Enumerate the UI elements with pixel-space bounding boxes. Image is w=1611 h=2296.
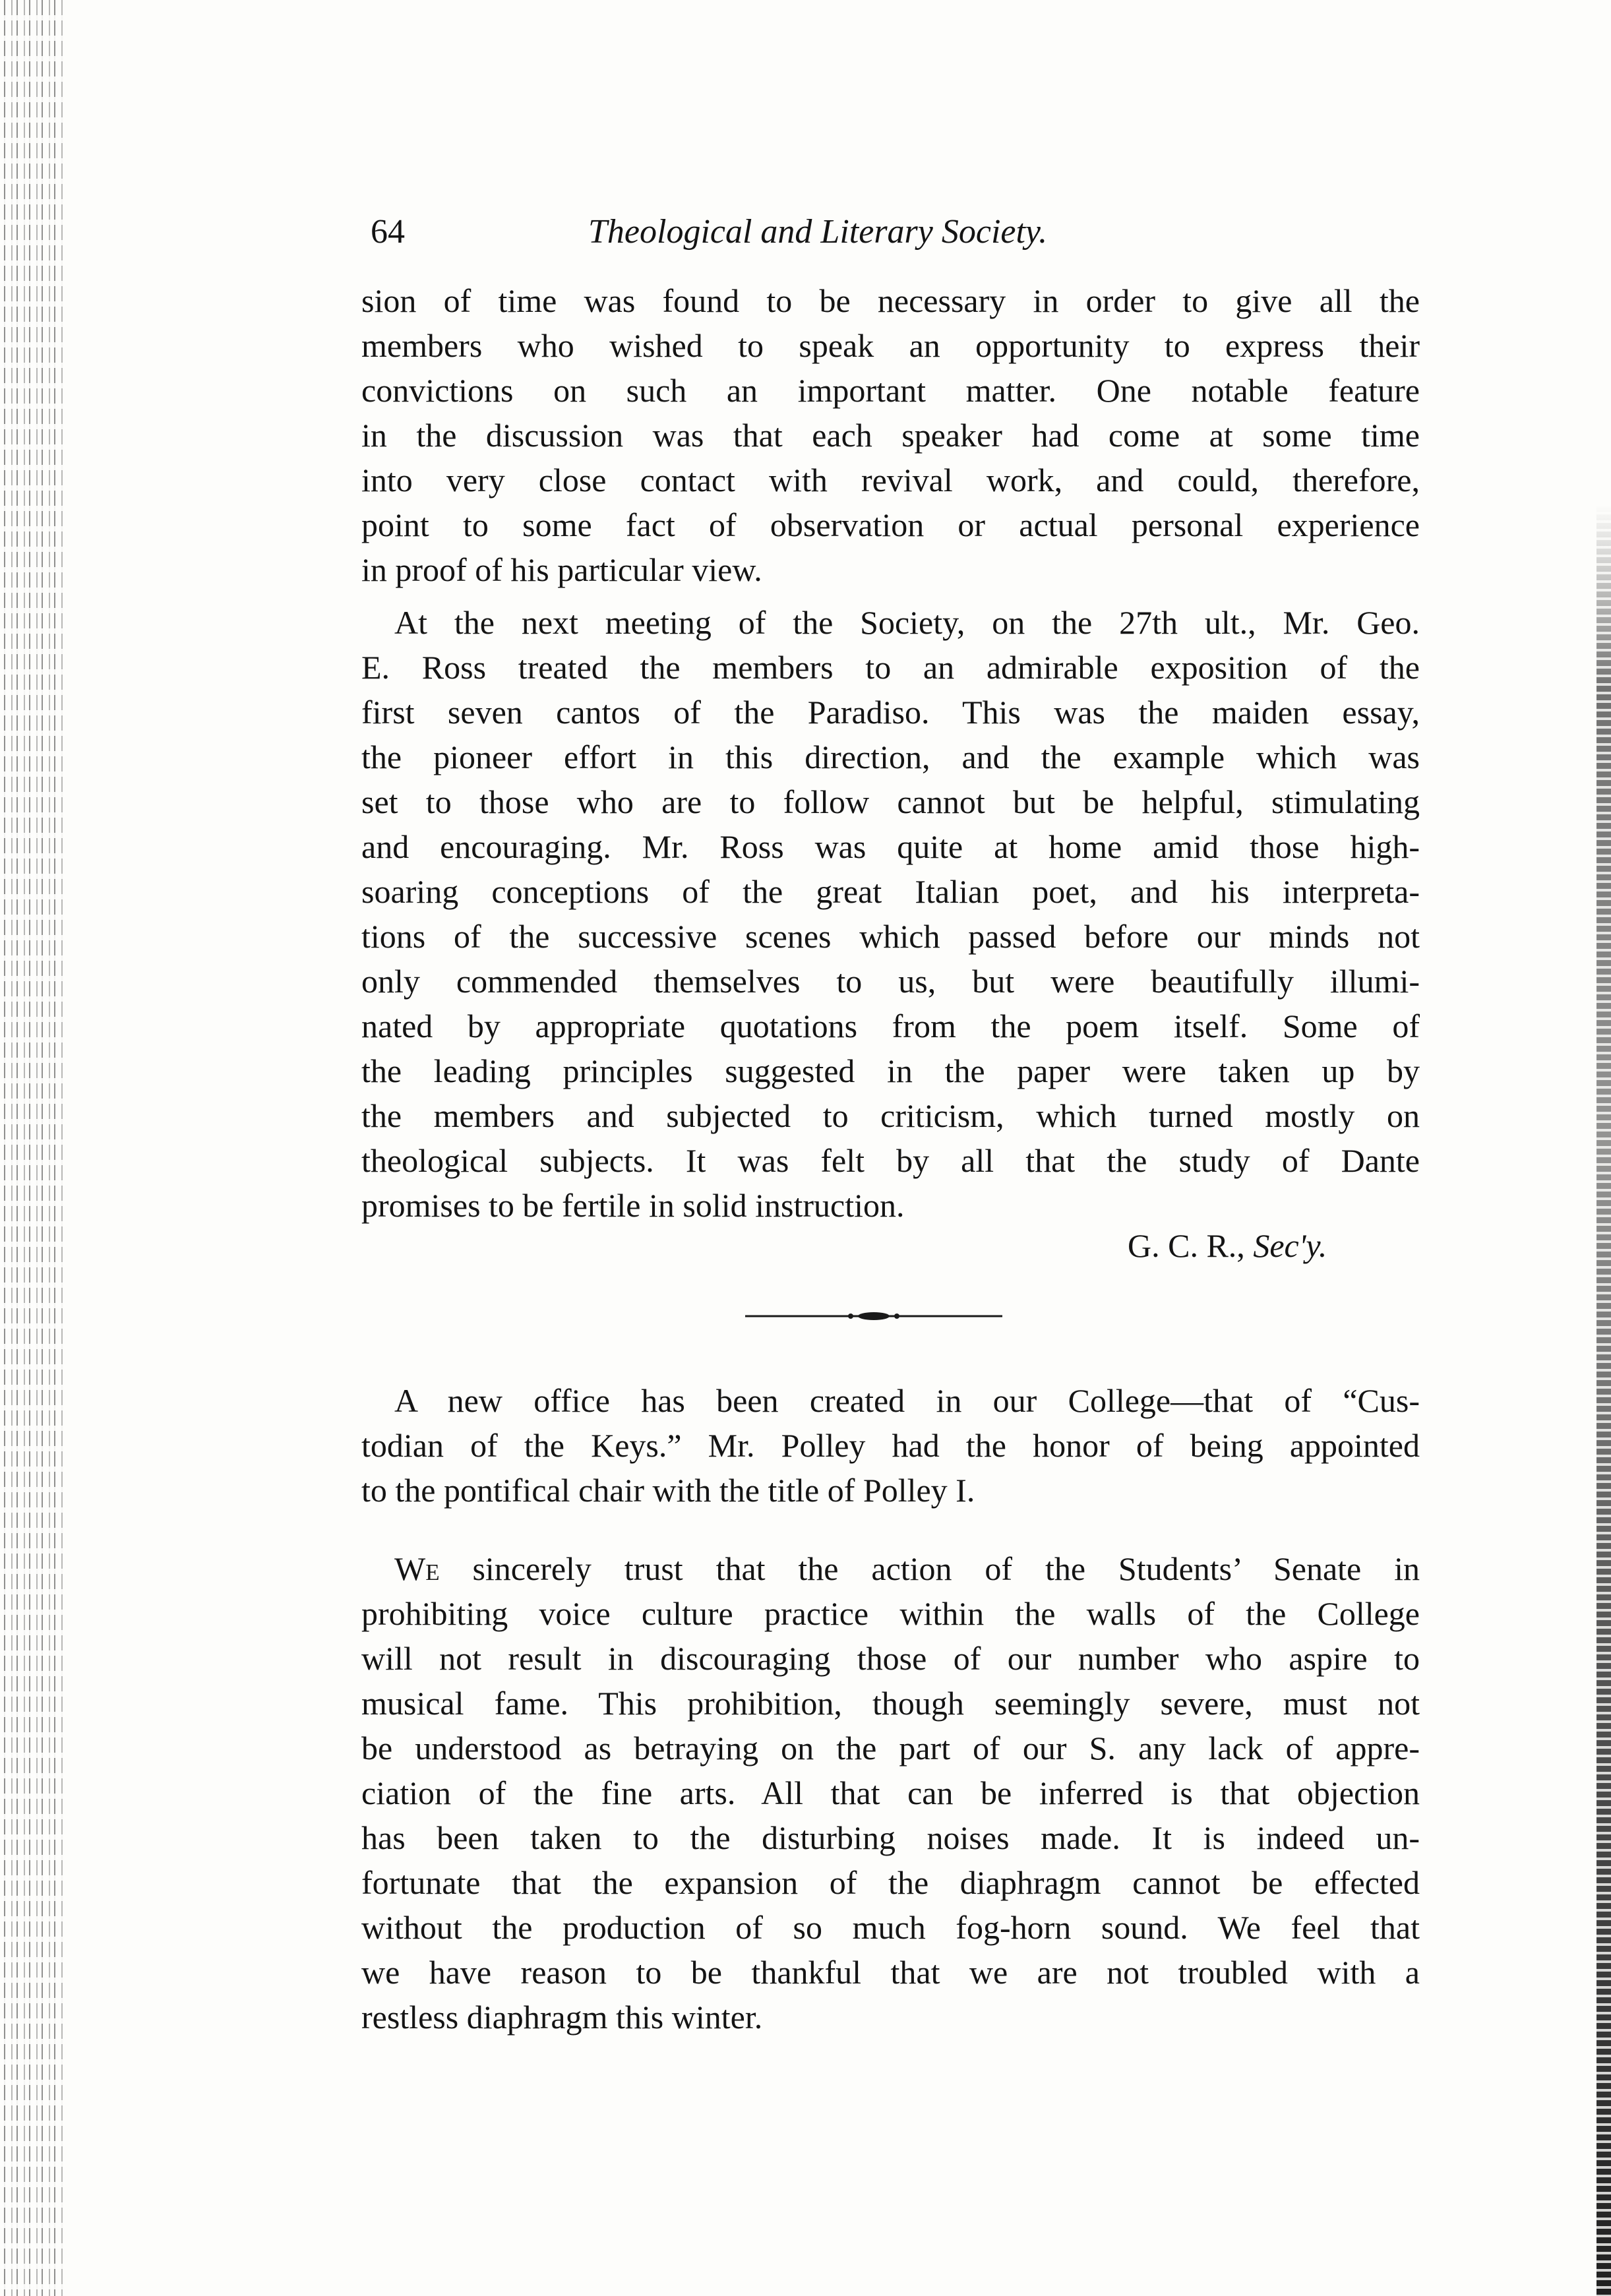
secretary-signature [1128,1226,1327,1265]
paragraph-voice-culture [361,1546,1420,2039]
text-line: without the production of so much fog-horn sound. We feel that [361,1909,1420,1946]
running-title: Theological and Literary Society. [588,213,1048,251]
text-line: sion of time was found to be necessary in order to give all the [361,282,1420,319]
text-line: first seven cantos of the Paradiso. This was the maiden essay, [361,694,1420,731]
text-line: soaring conceptions of the great Italian poet, and his interpreta- [361,873,1420,910]
paragraph-dante-essay [361,600,1420,1228]
text-line: the pioneer effort in this direction, and the example which was [361,739,1420,775]
text-line: todian of the Keys.” Mr. Polley had the honor of being appointed [361,1427,1420,1464]
first-line-text: sincerely trust that the action of the Students’ Senate in [439,1550,1420,1587]
text-line: A new office has been created in our College—that of “Cus- [394,1382,1420,1419]
paragraph-custodian-keys [361,1378,1420,1513]
page-edge [1596,0,1611,2296]
text-line: tions of the successive scenes which passed before our minds not [361,918,1420,955]
text-line: into very close contact with revival work, and could, therefore, [361,462,1420,498]
text-line: to the pontifical chair with the title of Polley I. [361,1472,975,1509]
text-line: members who wished to speak an opportunity to express their [361,327,1420,364]
text-line: has been taken to the disturbing noises made. It is indeed un- [361,1819,1420,1856]
page-number: 64 [371,213,405,251]
text-line: point to some fact of observation or actual personal experience [361,506,1420,543]
text-line: theological subjects. It was felt by all that the study of Dante [361,1142,1420,1179]
text-line: At the next meeting of the Society, on the 27th ult., Mr. Geo. [394,604,1420,641]
text-line: and encouraging. Mr. Ross was quite at home amid those high- [361,828,1420,865]
text-line: fortunate that the expansion of the diaphragm cannot be effected [361,1864,1420,1901]
text-line: we have reason to be thankful that we are not troubled with a [361,1954,1420,1991]
text-line: promises to be fertile in solid instruction. [361,1187,905,1224]
text-line: be understood as betraying on the part of our S. any lack of appre- [361,1730,1420,1767]
text-line: in the discussion was that each speaker had come at some time [361,417,1420,454]
signature-initials: G. C. R., [1128,1227,1245,1264]
text-line: convictions on such an important matter. One notable feature [361,372,1420,409]
text-line: will not result in discouraging those of our number who aspire to [361,1640,1420,1677]
signature-role: Sec'y. [1253,1227,1327,1264]
paragraph-lead-word: We [394,1550,440,1587]
text-line: ciation of the fine arts. All that can be inferred is that objection [361,1774,1420,1811]
text-line: restless diaphragm this winter. [361,1999,763,2036]
text-line: the leading principles suggested in the paper were taken up by [361,1052,1420,1089]
binding-edge [0,0,63,2296]
text-line: the members and subjected to criticism, which turned mostly on [361,1097,1420,1134]
text-line: prohibiting voice culture practice within the walls of the College [361,1595,1420,1632]
text-line: nated by appropriate quotations from the poem itself. Some of [361,1008,1420,1044]
text-line: in proof of his particular view. [361,551,762,588]
paragraph-society-discussion-end [361,278,1420,592]
text-line: musical fame. This prohibition, though seemingly severe, must not [361,1685,1420,1722]
section-divider-ornament [745,1311,1002,1321]
running-header [371,212,1228,265]
text-line [361,1546,1420,1591]
text-line: E. Ross treated the members to an admirable exposition of the [361,649,1420,686]
text-line: set to those who are to follow cannot but be helpful, stimulating [361,783,1420,820]
text-line: only commended themselves to us, but were beautifully illumi- [361,963,1420,1000]
